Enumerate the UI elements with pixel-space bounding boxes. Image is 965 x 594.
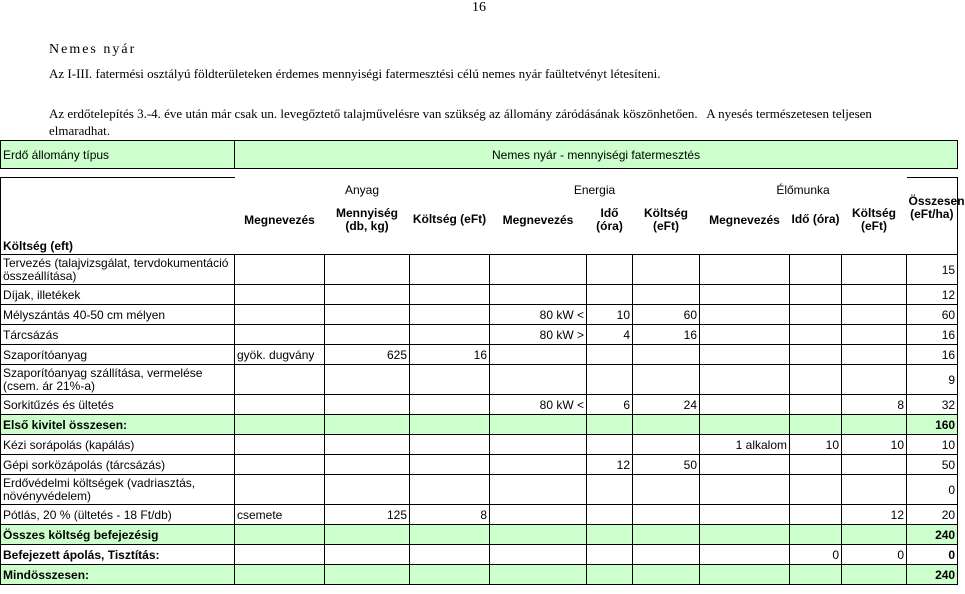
- energia-name: [490, 345, 587, 365]
- elomunka-cost: [842, 285, 907, 305]
- row-label: Mindösszesen:: [1, 565, 235, 585]
- col-mennyiseg: Mennyiség (db, kg): [335, 205, 398, 233]
- row-total: 240: [907, 525, 958, 545]
- elomunka-cost: 0: [842, 545, 907, 565]
- table-row: [1, 455, 958, 475]
- elomunka-cost: [842, 565, 907, 585]
- forest-type-header: Erdő állomány típus: [1, 141, 235, 169]
- anyag-name: [235, 455, 325, 475]
- row-label: Kézi sorápolás (kapálás): [1, 435, 235, 455]
- anyag-cost: [410, 525, 490, 545]
- energia-name: [490, 415, 587, 435]
- row-label: Díjak, illetékek: [1, 285, 235, 305]
- energia-cost: [633, 365, 700, 395]
- elomunka-name: [700, 345, 790, 365]
- elomunka-name: [700, 415, 790, 435]
- anyag-qty: 625: [325, 345, 410, 365]
- energia-cost: [633, 285, 700, 305]
- energia-name: 80 kW >: [490, 325, 587, 345]
- col-energia-ido: Idő (óra): [596, 205, 623, 233]
- elomunka-time: [790, 365, 842, 395]
- second-paragraph: [49, 105, 919, 139]
- energia-time: [587, 565, 633, 585]
- elomunka-time: [790, 345, 842, 365]
- energia-time: [587, 285, 633, 305]
- elomunka-cost: [842, 415, 907, 435]
- elomunka-cost: 8: [842, 395, 907, 415]
- elomunka-cost: [842, 255, 907, 285]
- col-elomunka-megnevezes: Megnevezés: [709, 212, 780, 227]
- row-label: Összes költség befejezésig: [1, 525, 235, 545]
- elomunka-cost: [842, 455, 907, 475]
- anyag-cost: [410, 435, 490, 455]
- group-energia: Energia: [573, 182, 616, 197]
- energia-time: [587, 525, 633, 545]
- energia-name: 80 kW <: [490, 305, 587, 325]
- group-elomunka: Élőmunka: [776, 182, 830, 197]
- spacer-row: [1, 169, 958, 178]
- anyag-qty: [325, 415, 410, 435]
- anyag-name: [235, 325, 325, 345]
- anyag-qty: [325, 565, 410, 585]
- anyag-qty: 125: [325, 505, 410, 525]
- anyag-cost: [410, 565, 490, 585]
- energia-cost: 24: [633, 395, 700, 415]
- elomunka-cost: [842, 305, 907, 325]
- energia-name: [490, 525, 587, 545]
- section-title: Nemes nyár: [49, 42, 137, 57]
- anyag-qty: [325, 435, 410, 455]
- intro-paragraph: Az I-III. fatermési osztályú földterületeken érdemes mennyiségi fatermesztési célú nemes nyár faültetvényt létesíteni.: [49, 66, 661, 81]
- anyag-qty: [325, 305, 410, 325]
- energia-time: [587, 255, 633, 285]
- anyag-qty: [325, 525, 410, 545]
- table-row: [1, 545, 958, 565]
- anyag-name: [235, 365, 325, 395]
- energia-time: [587, 345, 633, 365]
- page-number: 16: [472, 0, 486, 15]
- elomunka-name: [700, 325, 790, 345]
- koltseg-label: Költség (eft): [1, 238, 235, 255]
- energia-cost: [633, 505, 700, 525]
- anyag-name: [235, 285, 325, 305]
- row-label: Első kivitel összesen:: [1, 415, 235, 435]
- group-anyag: Anyag: [344, 182, 380, 197]
- energia-name: [490, 285, 587, 305]
- anyag-qty: [325, 365, 410, 395]
- row-total: 32: [907, 395, 958, 415]
- row-total: 0: [907, 545, 958, 565]
- energia-time: 6: [587, 395, 633, 415]
- table-row: [1, 505, 958, 525]
- row-label: Mélyszántás 40-50 cm mélyen: [1, 305, 235, 325]
- anyag-qty: [325, 455, 410, 475]
- anyag-name: [235, 525, 325, 545]
- anyag-cost: [410, 475, 490, 505]
- anyag-cost: 8: [410, 505, 490, 525]
- energia-cost: [633, 565, 700, 585]
- anyag-name: gyök. dugvány: [235, 345, 325, 365]
- elomunka-time: 0: [790, 545, 842, 565]
- anyag-name: [235, 305, 325, 325]
- energia-name: [490, 505, 587, 525]
- energia-cost: [633, 345, 700, 365]
- paragraph-part-2: A nyesés természetesen teljesen elmaradhat.: [49, 106, 872, 138]
- row-total: 10: [907, 435, 958, 455]
- elomunka-name: [700, 305, 790, 325]
- elomunka-time: [790, 395, 842, 415]
- elomunka-name: [700, 505, 790, 525]
- col-elomunka-koltseg: Költség (eFt): [851, 205, 896, 233]
- anyag-name: csemete: [235, 505, 325, 525]
- row-label: Szaporítóanyag: [1, 345, 235, 365]
- table-row: [1, 365, 958, 395]
- paragraph-part-1: Az erdőtelepítés 3.-4. éve után már csak un. levegőztető talajművelésre van szükség az állomány záródásának köszönhetően.: [49, 106, 698, 121]
- elomunka-time: [790, 455, 842, 475]
- elomunka-time: [790, 505, 842, 525]
- elomunka-cost: [842, 525, 907, 545]
- row-label: Szaporítóanyag szállítása, vermelése (csem. ár 21%-a): [1, 365, 235, 395]
- energia-name: [490, 435, 587, 455]
- energia-name: [490, 455, 587, 475]
- table-row: [1, 305, 958, 325]
- anyag-name: [235, 415, 325, 435]
- table-row: [1, 525, 958, 545]
- table-row: [1, 395, 958, 415]
- elomunka-time: [790, 305, 842, 325]
- elomunka-time: [790, 285, 842, 305]
- table-row: [1, 325, 958, 345]
- elomunka-time: [790, 415, 842, 435]
- energia-name: [490, 545, 587, 565]
- elomunka-time: [790, 255, 842, 285]
- energia-name: [490, 365, 587, 395]
- row-total: 16: [907, 345, 958, 365]
- table-row: [1, 475, 958, 505]
- col-energia-koltseg: Költség (eFt): [643, 205, 688, 233]
- elomunka-time: [790, 325, 842, 345]
- row-total: 9: [907, 365, 958, 395]
- row-label: Gépi sorközápolás (tárcsázás): [1, 455, 235, 475]
- table-row: [1, 285, 958, 305]
- energia-time: [587, 365, 633, 395]
- anyag-cost: [410, 255, 490, 285]
- table-row: [1, 435, 958, 455]
- anyag-name: [235, 545, 325, 565]
- anyag-qty: [325, 545, 410, 565]
- elomunka-time: [790, 475, 842, 505]
- row-label: Tervezés (talajvizsgálat, tervdokumentáció összeállítása): [1, 255, 235, 285]
- energia-cost: 60: [633, 305, 700, 325]
- elomunka-name: [700, 475, 790, 505]
- row-label: Befejezett ápolás, Tisztítás:: [1, 545, 235, 565]
- row-total: 15: [907, 255, 958, 285]
- elomunka-time: 10: [790, 435, 842, 455]
- elomunka-time: [790, 525, 842, 545]
- cost-table: [0, 140, 965, 585]
- anyag-cost: [410, 325, 490, 345]
- anyag-qty: [325, 255, 410, 285]
- energia-cost: 50: [633, 455, 700, 475]
- anyag-cost: [410, 365, 490, 395]
- column-header-row: [1, 202, 958, 238]
- energia-cost: [633, 435, 700, 455]
- energia-time: 10: [587, 305, 633, 325]
- table-row: [1, 345, 958, 365]
- anyag-qty: [325, 475, 410, 505]
- row-total: 240: [907, 565, 958, 585]
- anyag-cost: 16: [410, 345, 490, 365]
- anyag-qty: [325, 325, 410, 345]
- energia-name: [490, 475, 587, 505]
- anyag-qty: [325, 395, 410, 415]
- row-total: 16: [907, 325, 958, 345]
- row-total: 50: [907, 455, 958, 475]
- energia-time: 12: [587, 455, 633, 475]
- elomunka-name: 1 alkalom: [700, 435, 790, 455]
- elomunka-name: [700, 365, 790, 395]
- anyag-name: [235, 475, 325, 505]
- energia-time: [587, 435, 633, 455]
- table-header-row: [1, 141, 958, 169]
- elomunka-cost: [842, 365, 907, 395]
- koltseg-label-row: [1, 238, 958, 255]
- elomunka-name: [700, 565, 790, 585]
- col-elomunka-ido: Idő (óra): [791, 212, 840, 226]
- energia-name: [490, 565, 587, 585]
- energia-name: [490, 255, 587, 285]
- row-total: 0: [907, 475, 958, 505]
- table-title: Nemes nyár - mennyiségi fatermesztés: [235, 141, 958, 169]
- row-label: Tárcsázás: [1, 325, 235, 345]
- elomunka-name: [700, 255, 790, 285]
- table-row: [1, 415, 958, 435]
- col-anyag-koltseg: Költség (eFt): [412, 212, 487, 226]
- row-total: 160: [907, 415, 958, 435]
- energia-cost: [633, 475, 700, 505]
- col-anyag-megnevezes: Megnevezés: [244, 212, 315, 227]
- elomunka-name: [700, 285, 790, 305]
- elomunka-name: [700, 455, 790, 475]
- elomunka-name: [700, 525, 790, 545]
- group-header-row: [1, 178, 958, 202]
- energia-cost: [633, 255, 700, 285]
- col-energia-megnevezes: Megnevezés: [502, 212, 574, 227]
- anyag-cost: [410, 455, 490, 475]
- anyag-name: [235, 395, 325, 415]
- anyag-cost: [410, 545, 490, 565]
- row-label: Erdővédelmi költségek (vadriasztás, növényvédelem): [1, 475, 235, 505]
- anyag-cost: [410, 415, 490, 435]
- row-total: 60: [907, 305, 958, 325]
- energia-cost: [633, 525, 700, 545]
- elomunka-name: [700, 545, 790, 565]
- col-osszesen: Összesen (eFt/ha): [907, 178, 958, 238]
- energia-cost: 16: [633, 325, 700, 345]
- anyag-qty: [325, 285, 410, 305]
- elomunka-cost: [842, 475, 907, 505]
- energia-time: [587, 475, 633, 505]
- table-row: [1, 565, 958, 585]
- row-label: Pótlás, 20 % (ültetés - 18 Ft/db): [1, 505, 235, 525]
- anyag-name: [235, 435, 325, 455]
- energia-name: 80 kW <: [490, 395, 587, 415]
- elomunka-cost: [842, 345, 907, 365]
- row-total: 20: [907, 505, 958, 525]
- anyag-cost: [410, 285, 490, 305]
- anyag-cost: [410, 305, 490, 325]
- energia-cost: [633, 415, 700, 435]
- table-row: [1, 255, 958, 285]
- row-total: 12: [907, 285, 958, 305]
- energia-cost: [633, 545, 700, 565]
- anyag-cost: [410, 395, 490, 415]
- row-label: Sorkitűzés és ültetés: [1, 395, 235, 415]
- elomunka-time: [790, 565, 842, 585]
- anyag-name: [235, 255, 325, 285]
- elomunka-cost: 10: [842, 435, 907, 455]
- energia-time: 4: [587, 325, 633, 345]
- elomunka-name: [700, 395, 790, 415]
- energia-time: [587, 545, 633, 565]
- anyag-name: [235, 565, 325, 585]
- elomunka-cost: 12: [842, 505, 907, 525]
- elomunka-cost: [842, 325, 907, 345]
- energia-time: [587, 415, 633, 435]
- energia-time: [587, 505, 633, 525]
